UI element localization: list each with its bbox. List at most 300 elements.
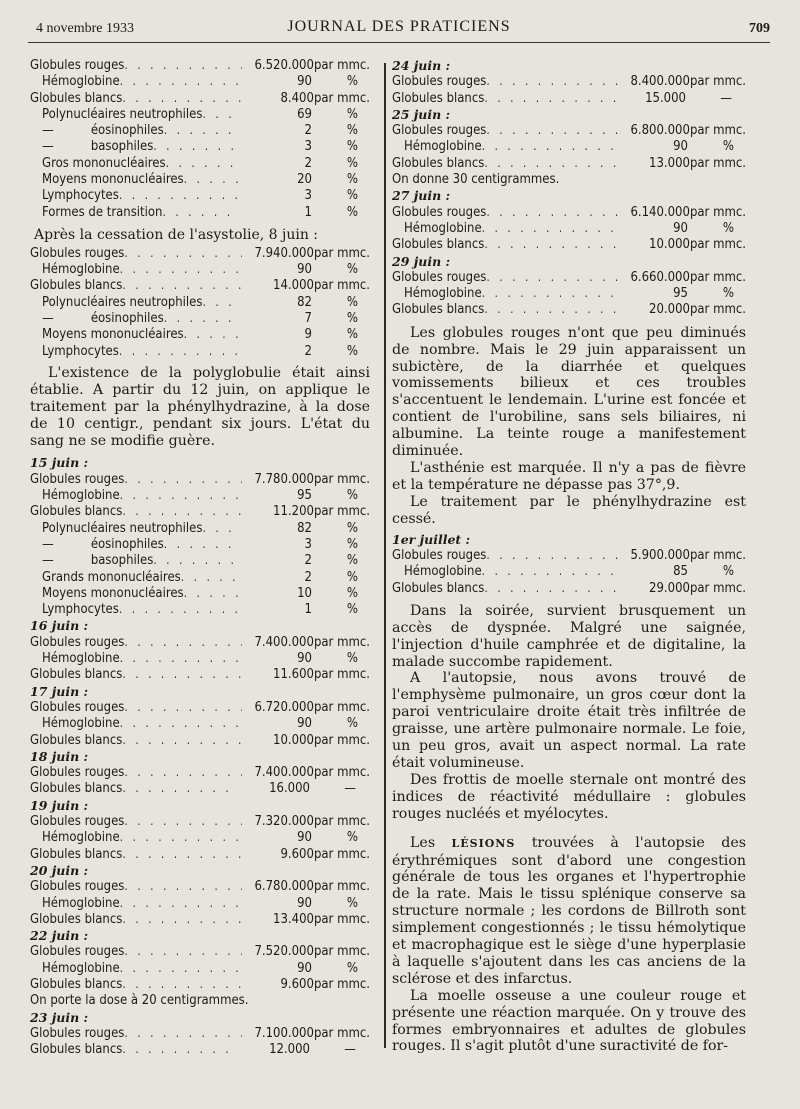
leader-dots xyxy=(119,344,240,358)
count-row xyxy=(30,716,370,732)
count-value: 90 xyxy=(297,262,312,278)
count-row xyxy=(30,91,370,107)
date-heading: 19 juin : xyxy=(30,797,89,813)
count-label: Hémoglobine xyxy=(42,716,120,732)
count-row xyxy=(30,896,370,912)
count-value: 90 xyxy=(673,139,688,155)
count-value: 10.000 xyxy=(649,237,690,253)
count-row xyxy=(30,295,370,311)
count-row xyxy=(30,781,370,797)
count-unit: par mmc. xyxy=(313,911,370,927)
count-row xyxy=(30,278,370,294)
leader-dots xyxy=(122,733,242,747)
count-label: Hémoglobine xyxy=(42,488,120,504)
count-value: 7.400.000 xyxy=(254,765,314,781)
leader-dots xyxy=(181,570,240,584)
count-row xyxy=(392,286,746,302)
count-label: Polynucléaires neutrophiles xyxy=(42,520,203,536)
count-value: 82 xyxy=(297,520,312,536)
count-value: 2 xyxy=(304,553,312,569)
date-heading: 18 juin : xyxy=(30,748,89,764)
leader-dots xyxy=(122,847,242,861)
count-label: Globules blancs xyxy=(392,237,485,253)
count-row xyxy=(392,139,746,155)
leader-dots xyxy=(486,548,626,562)
count-row xyxy=(30,651,370,667)
count-unit: % xyxy=(346,488,358,504)
count-value: 90 xyxy=(297,895,312,911)
count-row xyxy=(30,156,370,172)
leader-dots xyxy=(202,521,240,535)
count-row xyxy=(30,912,370,928)
count-unit: par mmc. xyxy=(689,123,746,139)
count-row xyxy=(30,1042,370,1058)
count-label: Globules blancs xyxy=(392,155,485,171)
issue-date: 4 novembre 1933 xyxy=(36,21,134,36)
count-row xyxy=(392,548,746,564)
date-heading: 27 juin : xyxy=(392,188,451,204)
count-value: 90 xyxy=(297,830,312,846)
date-heading: 22 juin : xyxy=(30,928,89,944)
leader-dots xyxy=(122,912,242,926)
count-label: Globules blancs xyxy=(30,667,123,683)
count-row xyxy=(30,602,370,618)
leader-dots xyxy=(124,944,242,958)
date-heading: 16 juin : xyxy=(30,618,89,634)
date-heading: 15 juin : xyxy=(30,455,89,471)
count-label: Globules blancs xyxy=(30,976,123,992)
count-unit: par mmc. xyxy=(313,976,370,992)
paragraph-globules: Les globules rouges n'ont que peu diminués de nombre. Mais le 29 juin apparaissent un subictère, de la diarrhée et quelques vomissements bilieux et ces troubles s'accentuent le lendemain. L'urine est foncée et contient de l'urobiline, sans sels biliaires, ni albumine. La teinte rouge a manifestement diminuée. xyxy=(392,324,746,460)
count-label: — basophiles xyxy=(42,553,154,569)
count-value: 9.600 xyxy=(280,976,314,992)
count-unit: par mmc. xyxy=(313,732,370,748)
leader-dots xyxy=(184,327,240,341)
paragraph-frottis: Des frottis de moelle sternale ont montré des indices de réactivité médullaire : globules rouges nucléés et myélocytes. xyxy=(392,771,746,822)
leader-dots xyxy=(122,91,242,105)
count-row xyxy=(30,74,370,90)
count-label: Lymphocytes xyxy=(42,188,119,204)
leader-dots xyxy=(486,123,626,137)
count-unit: % xyxy=(346,536,358,552)
count-row xyxy=(30,700,370,716)
count-label: Globules blancs xyxy=(392,302,485,318)
count-label: Globules rouges xyxy=(30,699,125,715)
count-value: 7.940.000 xyxy=(254,245,314,261)
count-row xyxy=(30,246,370,262)
count-value: 7.780.000 xyxy=(254,471,314,487)
count-label: — basophiles xyxy=(42,139,154,155)
count-unit: par mmc. xyxy=(313,90,370,106)
count-label: Globules blancs xyxy=(30,911,123,927)
count-value: 2 xyxy=(304,569,312,585)
count-row xyxy=(392,581,746,597)
count-row xyxy=(30,1026,370,1042)
count-value: 85 xyxy=(673,564,688,580)
count-row xyxy=(30,262,370,278)
count-value: 13.000 xyxy=(649,155,690,171)
count-unit: % xyxy=(346,602,358,618)
leader-dots xyxy=(124,765,242,779)
count-row xyxy=(392,205,746,221)
count-row xyxy=(30,504,370,520)
leader-dots xyxy=(124,879,242,893)
count-row xyxy=(30,344,370,360)
count-row xyxy=(30,327,370,343)
count-value: 13.400 xyxy=(273,911,314,927)
count-row xyxy=(30,847,370,863)
dose-note: On donne 30 centigrammes. xyxy=(392,172,560,188)
count-unit: % xyxy=(346,569,358,585)
count-label: Globules rouges xyxy=(30,58,125,73)
count-unit: % xyxy=(346,106,358,122)
count-row xyxy=(30,123,370,139)
leader-dots xyxy=(120,651,240,665)
blood-count-block-2 xyxy=(30,246,370,360)
count-label: Hémoglobine xyxy=(42,960,120,976)
leader-dots xyxy=(164,123,240,137)
count-label: Moyens mononucléaires xyxy=(42,327,184,343)
leader-dots xyxy=(184,172,240,186)
count-unit: % xyxy=(346,204,358,220)
count-value: 8.400 xyxy=(280,90,314,106)
count-unit: % xyxy=(346,327,358,343)
count-label: Hémoglobine xyxy=(404,564,482,580)
count-value: 7 xyxy=(304,311,312,327)
leader-dots xyxy=(120,488,240,502)
count-unit: par mmc. xyxy=(689,204,746,220)
count-row xyxy=(30,635,370,651)
count-row xyxy=(392,221,746,237)
count-label: — éosinophiles xyxy=(42,311,164,327)
leader-dots xyxy=(124,246,242,260)
leader-dots xyxy=(162,205,240,219)
count-label: Globules blancs xyxy=(30,846,123,862)
paragraph-lesions xyxy=(392,835,746,988)
count-value: 20.000 xyxy=(649,302,690,318)
count-unit: % xyxy=(346,585,358,601)
count-unit: % xyxy=(346,830,358,846)
leader-dots xyxy=(119,188,240,202)
leader-dots xyxy=(164,537,240,551)
count-label: Globules rouges xyxy=(30,245,125,261)
leader-dots xyxy=(124,814,242,828)
paragraph-asthenie: L'asthénie est marquée. Il n'y a pas de fièvre et la température ne dépasse pas 37°,9. xyxy=(392,460,746,493)
count-label: Globules rouges xyxy=(30,1025,125,1041)
count-value: 2 xyxy=(304,155,312,171)
count-unit: % xyxy=(346,520,358,536)
count-label: Globules rouges xyxy=(392,74,487,90)
count-label: Globules rouges xyxy=(392,547,487,563)
count-row xyxy=(30,537,370,553)
count-unit: par mmc. xyxy=(689,155,746,171)
count-unit: % xyxy=(346,172,358,188)
count-row xyxy=(30,488,370,504)
count-unit: % xyxy=(346,74,358,90)
count-label: Hémoglobine xyxy=(42,830,120,846)
count-unit: % xyxy=(722,139,734,155)
leader-dots xyxy=(124,700,242,714)
leader-dots xyxy=(486,74,626,88)
count-row xyxy=(30,944,370,960)
count-unit: — xyxy=(344,781,356,797)
count-value: 90 xyxy=(673,220,688,236)
count-label: Globules blancs xyxy=(392,580,485,596)
count-label: Hémoglobine xyxy=(42,895,120,911)
leader-dots xyxy=(124,58,242,72)
count-label: Globules rouges xyxy=(30,814,125,830)
july-counts xyxy=(392,532,746,597)
count-label: Hémoglobine xyxy=(404,139,482,155)
count-unit: % xyxy=(346,262,358,278)
journal-title: JOURNAL DES PRATICIENS xyxy=(287,18,511,35)
count-unit: % xyxy=(346,895,358,911)
count-value: 12.000 xyxy=(269,1042,310,1058)
leader-dots xyxy=(120,961,240,975)
dose-note: On porte la dose à 20 centigrammes. xyxy=(30,993,249,1009)
count-unit: par mmc. xyxy=(689,269,746,285)
count-value: 9 xyxy=(304,327,312,343)
leader-dots xyxy=(122,667,242,681)
count-value: 7.320.000 xyxy=(254,814,314,830)
count-value: 6.140.000 xyxy=(630,204,690,220)
count-unit: % xyxy=(346,553,358,569)
count-value: 3 xyxy=(304,188,312,204)
date-heading: 20 juin : xyxy=(30,862,89,878)
paragraph-dyspnee: Dans la soirée, survient brusquement un accès de dyspnée. Malgré une saignée, l'injection d'huile camphrée et de digitaline, la malade succombe rapidement. xyxy=(392,602,746,670)
count-unit: % xyxy=(346,139,358,155)
count-row xyxy=(30,667,370,683)
count-unit: % xyxy=(346,188,358,204)
count-value: 82 xyxy=(297,294,312,310)
count-row xyxy=(30,553,370,569)
count-row xyxy=(30,472,370,488)
count-value: 5.900.000 xyxy=(630,547,690,563)
blood-count-block-1 xyxy=(30,58,370,221)
count-label: Moyens mononucléaires xyxy=(42,585,184,601)
leader-dots xyxy=(120,716,240,730)
leader-dots xyxy=(482,286,624,300)
count-value: 10.000 xyxy=(273,732,314,748)
page-number: 709 xyxy=(749,21,770,36)
count-value: 95 xyxy=(673,286,688,302)
count-unit: par mmc. xyxy=(313,471,370,487)
count-unit: % xyxy=(346,155,358,171)
count-value: 15.000 xyxy=(645,90,686,106)
leader-dots xyxy=(202,295,240,309)
count-unit: % xyxy=(346,294,358,310)
paragraph-autopsie: A l'autopsie, nous avons trouvé de l'emphysème pulmonaire, un gros cœur dont la paroi ventriculaire droite était très infiltrée de graisse, une artère pulmonaire normale. Le foie, un peu gros, avait un aspect normal. La rate était volumineuse. xyxy=(392,670,746,771)
count-value: 90 xyxy=(297,960,312,976)
leader-dots xyxy=(184,586,240,600)
count-value: 7.100.000 xyxy=(254,1025,314,1041)
count-label: Moyens mononucléaires xyxy=(42,172,184,188)
column-divider xyxy=(384,63,386,1048)
right-column xyxy=(392,58,746,1055)
count-unit: par mmc. xyxy=(313,634,370,650)
daily-counts-right xyxy=(392,58,746,319)
count-row xyxy=(392,74,746,90)
count-row xyxy=(30,139,370,155)
count-unit: par mmc. xyxy=(689,580,746,596)
count-unit: par mmc. xyxy=(313,504,370,520)
count-value: 2 xyxy=(304,123,312,139)
count-label: Globules rouges xyxy=(30,634,125,650)
leader-dots xyxy=(120,830,240,844)
count-unit: par mmc. xyxy=(313,58,370,73)
lesions-prefix: Les xyxy=(410,834,452,851)
count-row xyxy=(392,564,746,580)
count-row xyxy=(30,58,370,74)
count-value: 6.720.000 xyxy=(254,699,314,715)
count-value: 7.400.000 xyxy=(254,634,314,650)
count-label: Polynucléaires neutrophiles xyxy=(42,294,203,310)
leader-dots xyxy=(482,139,624,153)
count-value: 90 xyxy=(297,74,312,90)
count-label: Globules blancs xyxy=(30,90,123,106)
count-value: 11.600 xyxy=(273,667,314,683)
count-label: Polynucléaires neutrophiles xyxy=(42,106,203,122)
count-row xyxy=(30,172,370,188)
count-row xyxy=(30,814,370,830)
count-label: Globules blancs xyxy=(392,90,485,106)
count-row xyxy=(30,879,370,895)
leader-dots xyxy=(484,581,626,595)
count-row xyxy=(392,91,746,107)
count-unit: — xyxy=(720,90,732,106)
leader-dots xyxy=(484,91,622,105)
leader-dots xyxy=(120,262,240,276)
count-row xyxy=(392,156,746,172)
count-value: 8.400.000 xyxy=(630,74,690,90)
count-unit: par mmc. xyxy=(313,846,370,862)
count-value: 1 xyxy=(304,204,312,220)
count-unit: % xyxy=(346,651,358,667)
count-unit: par mmc. xyxy=(689,547,746,563)
date-heading: 23 juin : xyxy=(30,1009,89,1025)
count-unit: par mmc. xyxy=(313,245,370,261)
leader-dots xyxy=(482,221,624,235)
count-unit: % xyxy=(346,960,358,976)
count-label: Globules rouges xyxy=(392,123,487,139)
count-value: 20 xyxy=(297,172,312,188)
count-unit: % xyxy=(346,716,358,732)
count-label: Globules blancs xyxy=(30,278,123,294)
leader-dots xyxy=(124,1026,242,1040)
count-unit: % xyxy=(722,564,734,580)
leader-dots xyxy=(484,237,626,251)
count-row xyxy=(392,123,746,139)
count-value: 90 xyxy=(297,651,312,667)
count-unit: par mmc. xyxy=(313,1025,370,1041)
count-value: 11.200 xyxy=(273,504,314,520)
count-value: 6.800.000 xyxy=(630,123,690,139)
count-unit: % xyxy=(346,123,358,139)
leader-dots xyxy=(486,270,626,284)
leader-dots xyxy=(119,602,240,616)
count-unit: par mmc. xyxy=(313,814,370,830)
count-unit: % xyxy=(346,311,358,327)
count-value: 9.600 xyxy=(280,846,314,862)
count-unit: par mmc. xyxy=(313,278,370,294)
paragraph-traitement: Le traitement par le phénylhydrazine est cessé. xyxy=(392,493,746,527)
count-row xyxy=(30,570,370,586)
leader-dots xyxy=(122,781,238,795)
count-unit: par mmc. xyxy=(313,765,370,781)
count-label: — éosinophiles xyxy=(42,123,164,139)
leader-dots xyxy=(122,1042,238,1056)
count-label: Globules blancs xyxy=(30,1042,123,1058)
paragraph-moelle: La moelle osseuse a une couleur rouge et présente une réaction marquée. On y trouve des formes embryonnaires et adultes de globules rouges. Il s'agit plutôt d'une suractivité de for- xyxy=(392,987,746,1055)
count-unit: — xyxy=(344,1042,356,1058)
count-row xyxy=(30,521,370,537)
count-value: 3 xyxy=(304,139,312,155)
leader-dots xyxy=(122,977,242,991)
leader-dots xyxy=(164,311,240,325)
count-label: Globules rouges xyxy=(30,471,125,487)
count-unit: par mmc. xyxy=(689,302,746,318)
count-label: Globules blancs xyxy=(30,504,123,520)
count-value: 3 xyxy=(304,536,312,552)
count-label: — éosinophiles xyxy=(42,536,164,552)
date-heading: 17 juin : xyxy=(30,683,89,699)
count-label: Globules blancs xyxy=(30,781,123,797)
count-value: 95 xyxy=(297,488,312,504)
leader-dots xyxy=(484,302,626,316)
count-label: Globules rouges xyxy=(30,944,125,960)
count-row xyxy=(392,270,746,286)
leader-dots xyxy=(120,896,240,910)
leader-dots xyxy=(166,156,240,170)
leader-dots xyxy=(482,564,624,578)
count-value: 7.520.000 xyxy=(254,944,314,960)
count-value: 10 xyxy=(297,585,312,601)
count-row xyxy=(30,107,370,123)
count-unit: % xyxy=(346,343,358,359)
count-value: 14.000 xyxy=(273,278,314,294)
count-unit: par mmc. xyxy=(313,699,370,715)
leader-dots xyxy=(202,107,240,121)
leader-dots xyxy=(486,205,626,219)
leader-dots xyxy=(124,472,242,486)
count-label: Hémoglobine xyxy=(404,286,482,302)
count-row xyxy=(30,586,370,602)
leader-dots xyxy=(484,156,626,170)
count-value: 6.660.000 xyxy=(630,269,690,285)
count-value: 6.780.000 xyxy=(254,879,314,895)
count-row xyxy=(392,237,746,253)
count-unit: par mmc. xyxy=(313,667,370,683)
count-label: Globules rouges xyxy=(30,879,125,895)
count-label: Hémoglobine xyxy=(42,651,120,667)
count-row xyxy=(30,977,370,993)
count-row xyxy=(30,765,370,781)
count-unit: par mmc. xyxy=(689,237,746,253)
count-label: Lymphocytes xyxy=(42,602,119,618)
count-value: 6.520.000 xyxy=(254,58,314,73)
count-row xyxy=(30,311,370,327)
leader-dots xyxy=(124,635,242,649)
header-rule xyxy=(28,42,770,43)
leader-dots xyxy=(122,504,242,518)
leader-dots xyxy=(153,139,240,153)
date-heading: 1er juillet : xyxy=(392,531,471,547)
count-row xyxy=(30,961,370,977)
lesions-smallcaps: LÉSIONS xyxy=(451,836,516,850)
count-label: Gros mononucléaires xyxy=(42,155,166,171)
count-unit: % xyxy=(722,286,734,302)
leader-dots xyxy=(153,553,240,567)
